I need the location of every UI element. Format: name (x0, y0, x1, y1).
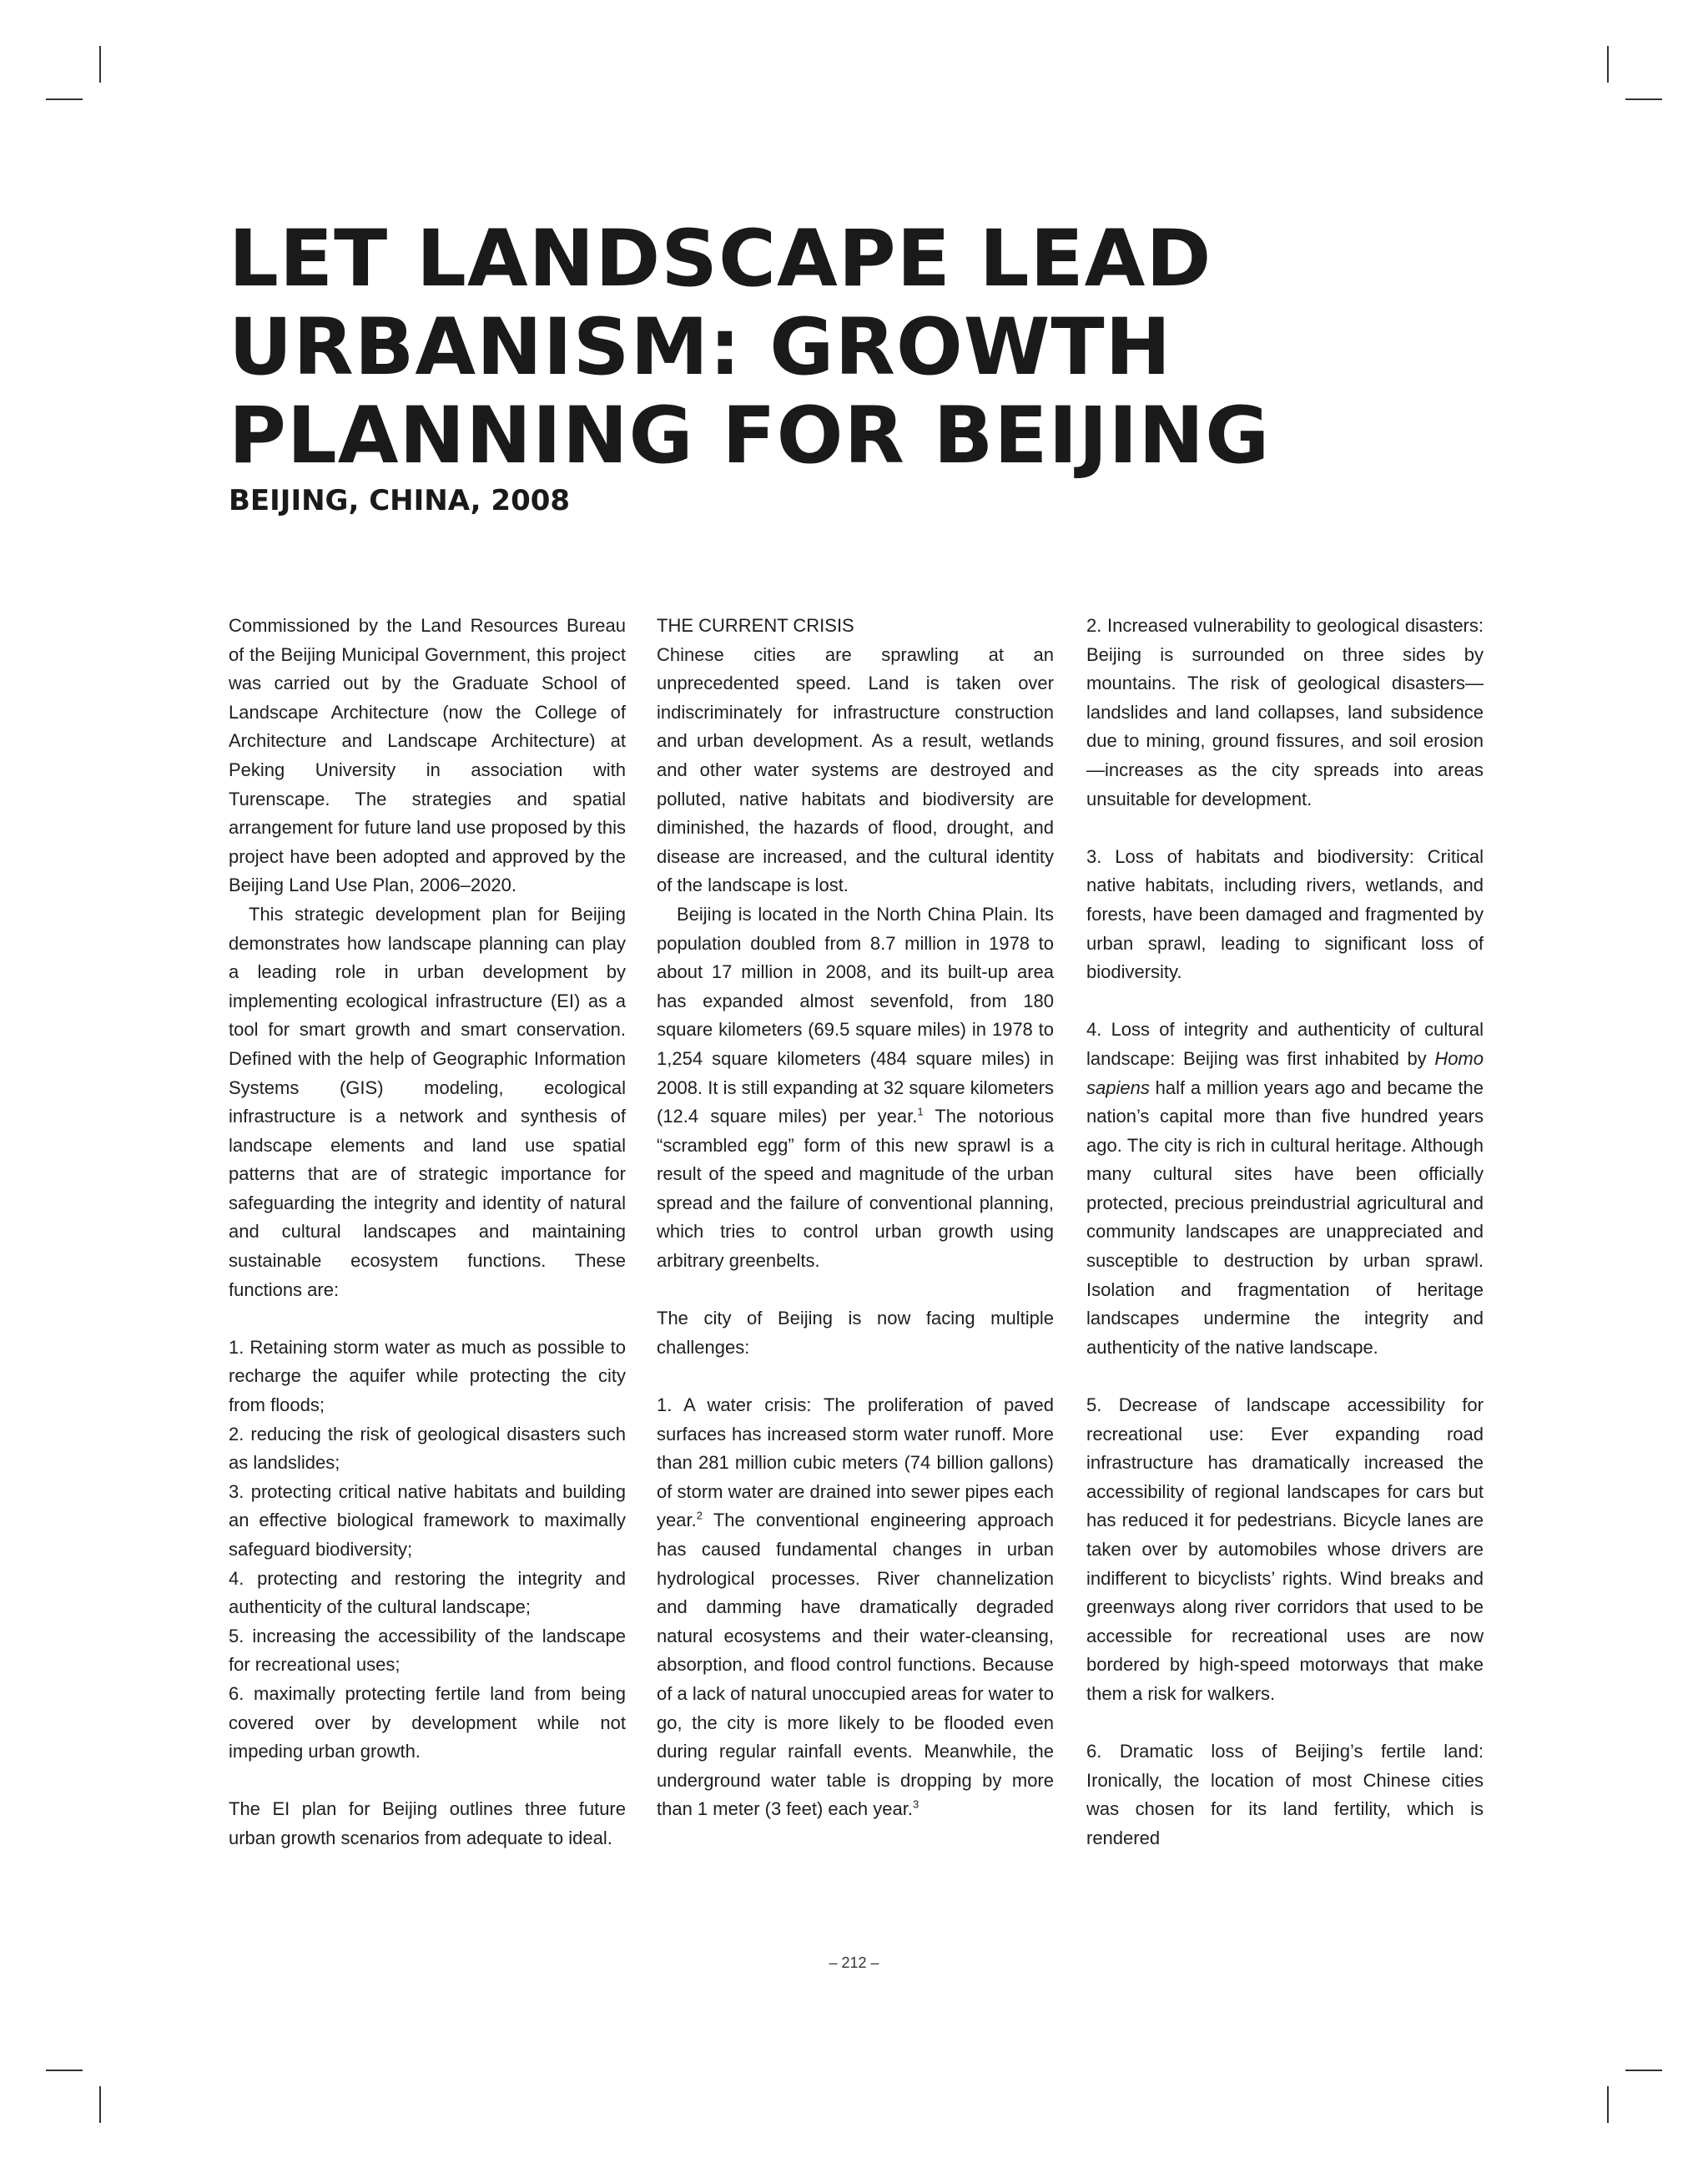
section-heading: THE CURRENT CRISIS (657, 615, 854, 636)
title-line: LET LANDSCAPE LEAD (229, 214, 1212, 305)
title-line: PLANNING FOR BEIJING (229, 391, 1271, 481)
text-column-1 (229, 612, 626, 1853)
paragraph (1086, 1016, 1484, 1362)
paragraph: 2. Increased vulnerability to geological disasters: Beijing is surrounded on three sides by mountains. The risk of geological disasters—landslides and land collapses, land subsidence due to mining, ground fissures, and soil erosion—increases as the city spreads into areas unsuitable for development. (1086, 615, 1484, 809)
page-title (229, 215, 1580, 481)
paragraph: 6. Dramatic loss of Beijing’s fertile land: Ironically, the location of most Chinese cities was chosen for its land fertility, which is rendered (1086, 1741, 1484, 1848)
page-subtitle: BEIJING, CHINA, 2008 (229, 484, 571, 517)
crop-mark (1625, 98, 1662, 100)
paragraph: 3. Loss of habitats and biodiversity: Critical native habitats, including rivers, wetlands, and forests, have been damaged and fragmented by urban sprawl, leading to significant loss of biodiversity. (1086, 845, 1484, 983)
page-number: – 212 – (829, 1954, 879, 1971)
paragraph: The city of Beijing is now facing multiple challenges: (657, 1308, 1054, 1358)
crop-mark (1607, 2086, 1609, 2123)
footnote-ref: 2 (696, 1510, 703, 1523)
list-item: 5. increasing the accessibility of the landscape for recreational uses; (229, 1625, 626, 1676)
list-item: 3. protecting critical native habitats and building an effective biological framework to maximally safeguard biodiversity; (229, 1480, 626, 1560)
crop-mark (1607, 46, 1609, 83)
paragraph-text: The notorious “scrambled egg” form of this new sprawl is a result of the speed and magnitude of the urban spread and the failure of conventional planning, which tries to control urban growth using arbitrary greenbelts. (657, 1106, 1054, 1272)
paragraph: Chinese cities are sprawling at an unprecedented speed. Land is taken over indiscriminately for infrastructure construction and urban development. As a result, wetlands and other water systems are destroyed and polluted, native habitats and biodiversity are diminished, the hazards of flood, drought, and disease are increased, and the cultural identity of the landscape is lost. (657, 643, 1054, 896)
paragraph: Commissioned by the Land Resources Bureau of the Beijing Municipal Government, this project was carried out by the Graduate School of Landscape Architecture (now the College of Architecture and Landscape Architecture) at Peking University in association with Turenscape. The strategies and spatial arrangement for future land use proposed by this project have been adopted and approved by the Beijing Land Use Plan, 2006–2020. (229, 615, 626, 896)
paragraph (657, 1391, 1054, 1824)
crop-mark (99, 2086, 101, 2123)
paragraph-text: 1. A water crisis: The proliferation of paved surfaces has increased storm water runoff. More than 281 million cubic meters (74 billion gallons) of storm water are drained into sewer pipes each year. (657, 1394, 1054, 1531)
paragraph: The EI plan for Beijing outlines three future urban growth scenarios from adequate to ideal. (229, 1798, 626, 1848)
list-item: 2. reducing the risk of geological disasters such as landslides; (229, 1423, 626, 1474)
title-line: URBANISM: GROWTH (229, 302, 1172, 393)
list-item: 4. protecting and restoring the integrity and authenticity of the cultural landscape; (229, 1567, 626, 1618)
crop-mark (46, 2070, 83, 2071)
paragraph-text: Beijing is located in the North China Plain. Its population doubled from 8.7 million in 1978 to about 17 million in 2008, and its built-up area has expanded almost sevenfold, from 180 square kilometers (69.5 square miles) in 1978 to 1,254 square kilometers (484 square miles) in 2008. It is still expanding at 32 square kilometers (12.4 square miles) per year. (657, 903, 1054, 1127)
crop-mark (1625, 2070, 1662, 2071)
list-item: 6. maximally protecting fertile land from being covered over by development while not impeding urban growth. (229, 1682, 626, 1762)
paragraph-text: The conventional engineering approach has caused fundamental changes in urban hydrological processes. River channelization and damming have dramatically degraded natural ecosystems and their water-cleansing, absorption, and flood control functions. Because of a lack of natural unoccupied areas for water to go, the city is more likely to be flooded even during regular rainfall events. Meanwhile, the underground water table is dropping by more than 1 meter (3 feet) each year. (657, 1510, 1054, 1820)
crop-mark (99, 46, 101, 83)
crop-mark (46, 98, 83, 100)
footnote-ref: 3 (912, 1798, 919, 1812)
paragraph (657, 900, 1054, 1276)
footnote-ref: 1 (917, 1105, 924, 1118)
paragraph: This strategic development plan for Beijing demonstrates how landscape planning can play a leading role in urban development by implementing ecological infrastructure (EI) as a tool for smart growth and smart conservation. Defined with the help of Geographic Information Systems (GIS) modeling, ecological infrastructure is a network and synthesis of landscape elements and land use spatial patterns that are of strategic importance for safeguarding the integrity and identity of natural and cultural landscapes and maintaining sustainable ecosystem functions. These functions are: (229, 903, 626, 1300)
italic-term: Homo sapiens (1086, 1047, 1484, 1098)
paragraph-text: half a million years ago and became the nation’s capital more than five hundred years ago. The city is rich in cultural heritage. Although many cultural sites have been officially protected, precious preindustrial agricultural and community landscapes are unappreciated and susceptible to destruction by urban sprawl. Isolation and fragmentation of heritage landscapes undermine the integrity and authenticity of the native landscape. (1086, 1076, 1484, 1358)
text-column-2 (657, 612, 1054, 1824)
text-column-3 (1086, 612, 1484, 1853)
paragraph: 5. Decrease of landscape accessibility for recreational use: Ever expanding road infrastructure has dramatically increased the accessibility of regional landscapes for cars but has reduced it for pedestrians. Bicycle lanes are taken over by automobiles whose drivers are indifferent to bicyclists’ rights. Wind breaks and greenways along river corridors that used to be accessible for recreational uses are now bordered by high-speed motorways that make them a risk for walkers. (1086, 1394, 1484, 1704)
paragraph-text: 4. Loss of integrity and authenticity of cultural landscape: Beijing was first inhabited by (1086, 1019, 1484, 1069)
list-item: 1. Retaining storm water as much as possible to recharge the aquifer while protecting the city from floods; (229, 1336, 626, 1416)
